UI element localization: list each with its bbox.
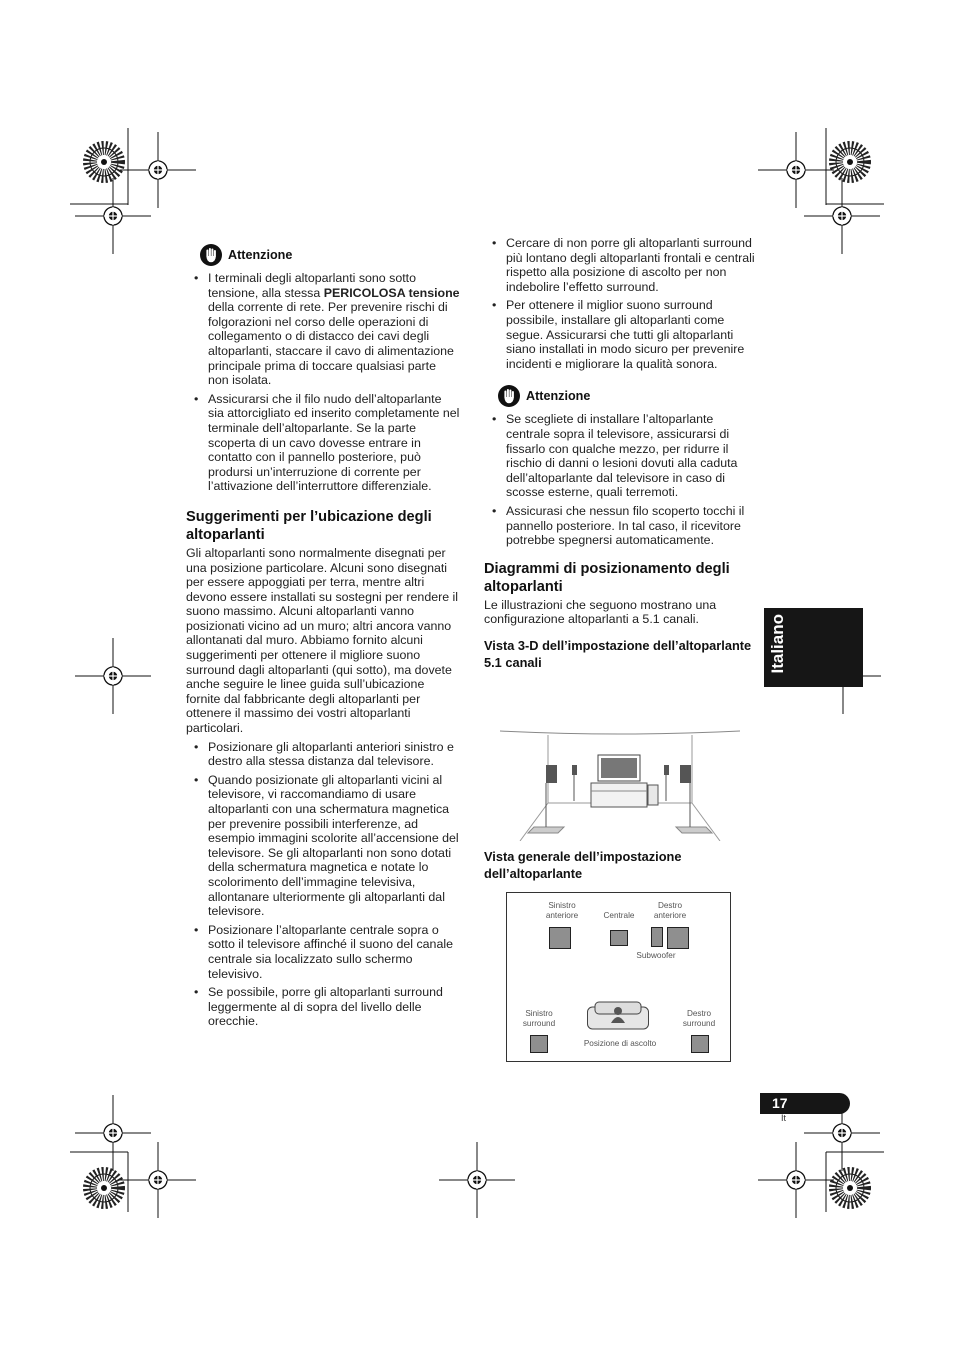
- page-number: 17: [772, 1095, 788, 1111]
- front-right-speaker: [680, 765, 691, 783]
- front-right-label: Destro anteriore: [653, 901, 687, 920]
- overview-title: Vista generale dell’impostazione dell’altoparlante: [484, 849, 682, 881]
- page-language-code: It: [781, 1113, 787, 1123]
- subwoofer: [648, 785, 658, 805]
- surround-right-speaker: [691, 1035, 709, 1053]
- front-left-speaker: [549, 927, 571, 949]
- right-column: [484, 236, 756, 677]
- front-left-speaker: [546, 765, 557, 783]
- list-item: • Assicurarsi che il filo nudo dell’altoparlante sia attorcigliato ed inserito completamente nel terminale dell’altoparlante. Se la parte scoperta di un cavo dovesse entrare in contatto con il pannello posteriore, può prodursi un’interruzione di corrente per l’attivazione dell’interruttore differenziale.: [208, 392, 460, 494]
- surround-right-speaker: [664, 765, 669, 775]
- list-item: • I terminali degli altoparlanti sono sotto tensione, alla stessa PERICOLOSA tensione della corrente di rete. Per prevenire rischi di folgorazioni nel corso delle operazioni di collegamento o di distacco dei cavi degli altoparlanti, staccare il cavo di alimentazione principale prima di toccare qualsiasi parte non isolata.: [208, 271, 460, 388]
- corner-mark-bottom-left: [70, 1095, 196, 1218]
- language-label: Italiano: [768, 614, 787, 674]
- surround-left-speaker: [530, 1035, 548, 1053]
- listening-position-label: Posizione di ascolto: [583, 1039, 657, 1048]
- subwoofer-label: Subwoofer: [636, 951, 676, 960]
- caution-label: Attenzione: [228, 247, 293, 262]
- caution-header: [498, 385, 756, 407]
- diagrams-heading: Diagrammi di posizionamento degli altoparlanti: [484, 560, 730, 595]
- warning-hand-icon: [498, 385, 520, 407]
- surround-left-speaker: [572, 765, 577, 775]
- list-item: • Se possibile, porre gli altoparlanti surround leggermente al di sopra del livello delle orecchie.: [208, 985, 460, 1029]
- view-3d-title: Vista 3-D dell’impostazione dell’altoparlante 5.1 canali: [484, 637, 752, 670]
- list-item: • Cercare di non porre gli altoparlanti surround più lontano degli altoparlanti frontali e centrali rispetto alla posizione di ascolto per non indebolire l’effetto surround.: [506, 236, 756, 294]
- front-left-label: Sinistro anteriore: [545, 901, 579, 920]
- list-item: • Assicurasi che nessun filo scoperto tocchi il pannello posteriore. In tal caso, il ricevitore potrebbe spegnersi automaticamente.: [506, 504, 756, 548]
- surround-left-label: Sinistro surround: [522, 1009, 556, 1028]
- side-mark-left: [75, 638, 151, 714]
- section-intro: Gli altoparlanti sono normalmente disegnati per una posizione particolare. Alcuni sono disegnati per essere appoggiati per terra, mentre altri devono essere installati su sostegni per rendere il suono massimo. Alcuni altoparlanti vanno posizionati vicino ad un muro; altri ancora vanno allontanati dal muro. Abbiamo fornito alcuni suggerimenti per ottenere il migliore suono surround dagli altoparlanti (qui sotto), ma dovete anche seguire le linee guida sull’ubicazione fornite dal fabbricante degli altoparlanti per ottenere il massimo dei vostri altoparlanti particolari.: [186, 545, 459, 736]
- list-item: • Quando posizionate gli altoparlanti vicini al televisore, vi raccomandiamo di usare altoparlanti con una schermatura magnetica per prevenire possibili interferenze, ad esempio immagini scolorite all’accensione del televisore. Se gli altoparlanti non sono dotati della schermatura magnetica e notate lo scolorimento dell’immagine televisiva, allontanare ulteriormente gli altoparlanti dal televisore.: [208, 773, 460, 919]
- list-item: • Posizionare l’altoparlante centrale sopra o sotto il televisore affinché il suono del canale centrale sia localizzato sullo schermo televisivo.: [208, 923, 460, 981]
- speaker-layout-diagram: [506, 892, 731, 1062]
- front-right-speaker: [651, 927, 663, 947]
- page-number-box: [760, 1093, 850, 1114]
- caution-list: [484, 412, 756, 547]
- list-item: • Se scegliete di installare l’altoparlante centrale sopra il televisore, assicurarsi di fissarlo con qualche mezzo, per ridurre il rischio di danni o lesioni dovuti alla caduta dell’altoparlante dal televisore in caso di scosse esterne, quali terremoti.: [506, 412, 756, 500]
- speaker-3d-illustration: [500, 729, 740, 841]
- language-tab: [764, 608, 863, 687]
- surround-right-label: Destro surround: [682, 1009, 716, 1028]
- corner-mark-top-left: [70, 128, 196, 254]
- center-speaker: [610, 930, 628, 946]
- diagrams-intro: Le illustrazioni che seguono mostrano una configurazione altoparlanti a 5.1 canali.: [484, 597, 717, 627]
- caution-label: Attenzione: [526, 389, 591, 404]
- tv-stand: [591, 783, 647, 807]
- list-item: • Per ottenere il miglior suono surround possibile, installare gli altoparlanti come segue. Assicurarsi che tutti gli altoparlanti siano installati in modo sicuro per prevenire incidenti e migliorare la qualità sonora.: [506, 298, 756, 371]
- bottom-center-mark: [439, 1142, 515, 1218]
- center-label: Centrale: [603, 911, 635, 920]
- placement-tips-list-continued: [484, 236, 756, 371]
- corner-mark-top-right: [758, 128, 884, 254]
- sofa-icon: [587, 1001, 649, 1031]
- list-item: • Posizionare gli altoparlanti anteriori sinistro e destro alla stessa distanza dal televisore.: [208, 740, 460, 769]
- caution-header: [200, 244, 460, 266]
- warning-hand-icon: [200, 244, 222, 266]
- left-column: [186, 244, 460, 1033]
- caution-list: [186, 271, 460, 494]
- section-heading: Suggerimenti per l’ubicazione degli altoparlanti: [186, 508, 432, 543]
- placement-tips-list: [186, 740, 460, 1029]
- subwoofer-box: [667, 927, 689, 949]
